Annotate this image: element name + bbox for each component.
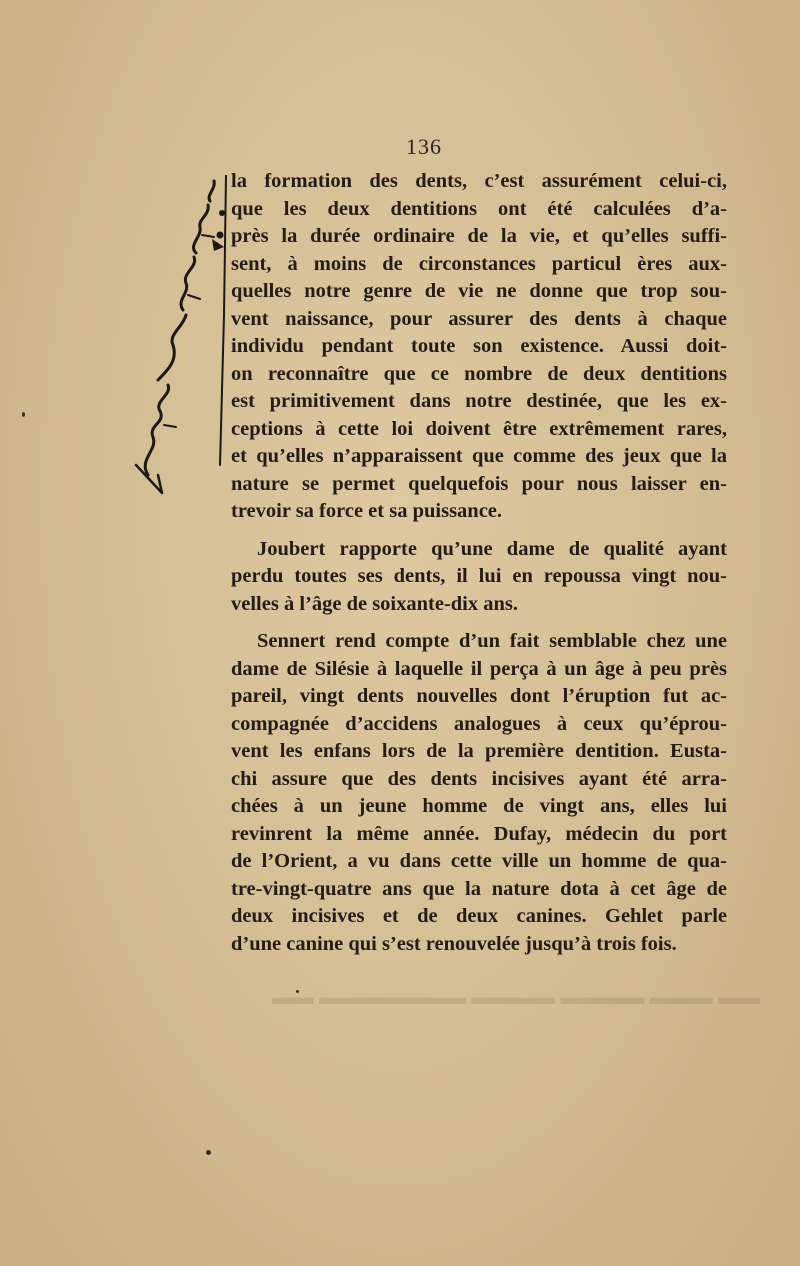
text-line: deux incisives et de deux canines. Gehlet parle [231,905,727,927]
paragraph-gap [231,618,727,628]
text-line: quelles notre genre de vie ne donne que trop sou- [231,280,727,302]
text-line: velles à l’âge de soixante-dix ans. [231,592,518,615]
text-line: vent les enfans lors de la première dentition. Eusta- [231,740,727,762]
text-line: et qu’elles n’apparaissent que comme des jeux que la [231,445,727,467]
text-line: est primitivement dans notre destinée, que les ex- [231,390,727,412]
show-through-texture: ▬▬ ▬▬▬ ▬▬▬▬ ▬▬▬▬ ▬▬▬▬▬▬▬ ▬▬ [271,985,760,1009]
text-line: individu pendant toute son existence. Aussi doit- [231,335,727,357]
text-line: trevoir sa force et sa puissance. [231,500,503,522]
text-line: Joubert rapporte qu’une dame de qualité ayant [257,537,727,560]
paper-speck [206,1150,211,1155]
text-line: Sennert rend compte d’un fait semblable chez une [257,630,727,652]
text-line: près la durée ordinaire de la vie, et qu’elles suffi- [231,225,727,247]
text-line: perdu toutes ses dents, il lui en repoussa vingt nou- [231,565,727,587]
text-line: vent naissance, pour assurer des dents à chaque [231,307,727,330]
text-line: tre-vingt-quatre ans que la nature dota à cet âge de [231,877,727,900]
handwritten-margin-note [128,175,238,495]
paper-speck [22,412,25,417]
text-line: dame de Silésie à laquelle il perça à un âge à peu près [231,657,727,680]
paragraph-gap [231,526,727,536]
body-text [231,168,727,958]
text-line: chées à un jeune homme de vingt ans, elles lui [231,795,727,817]
text-line: la formation des dents, c’est assurément celui-ci, [231,170,727,192]
text-line: ceptions à cette loi doivent être extrêmement rares, [231,417,727,440]
text-line: on reconnaître que ce nombre de deux dentitions [231,362,727,385]
text-line: sent, à moins de circonstances particul ères aux- [231,252,727,275]
text-line: d’une canine qui s’est renouvelée jusqu’à trois fois. [231,932,677,955]
text-line: pareil, vingt dents nouvelles dont l’éruption fut ac- [231,685,727,707]
text-line: revinrent la même année. Dufay, médecin du port [231,822,727,845]
paper-speck [296,990,299,993]
text-line: compagnée d’accidens analogues à ceux qu’éprou- [231,712,727,735]
text-line: que les deux dentitions ont été calculées d’a- [231,197,727,220]
text-line: chi assure que des dents incisives ayant été arra- [231,767,727,790]
text-line: nature se permet quelquefois pour nous laisser en- [231,472,727,495]
text-line: de l’Orient, a vu dans cette ville un homme de qua- [231,850,727,872]
page-number: 136 [406,134,442,159]
